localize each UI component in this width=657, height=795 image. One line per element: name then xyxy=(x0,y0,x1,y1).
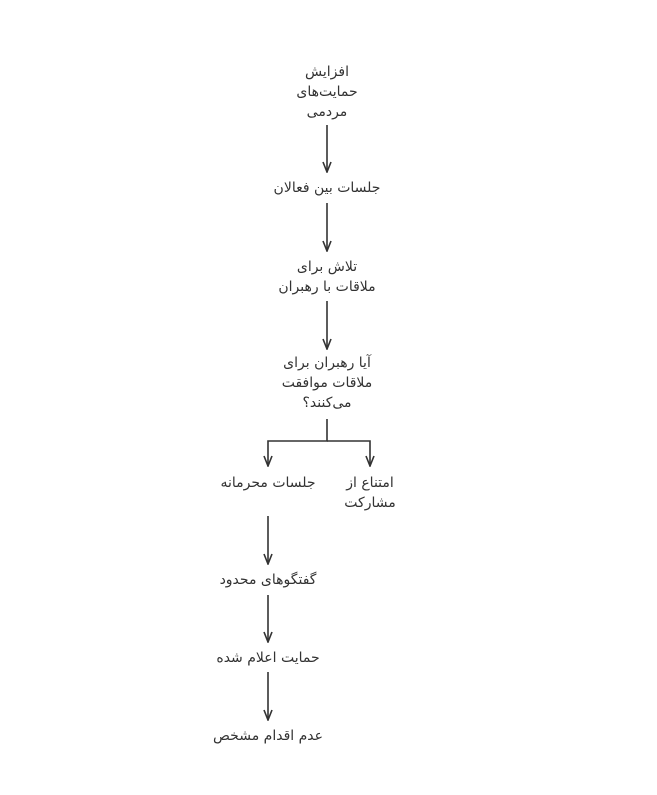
arrow-leaders-agree-to-private-meetings xyxy=(268,419,327,466)
node-text-line: عدم اقدام مشخص xyxy=(213,728,323,744)
node-activist-meetings xyxy=(227,178,427,198)
node-text-line: ملاقات با رهبران xyxy=(278,279,376,295)
node-text-line: ملاقات موافقت xyxy=(281,375,373,391)
node-text-line: جلسات محرمانه xyxy=(220,475,316,491)
node-text-line: مشارکت xyxy=(344,495,396,511)
node-text-line: جلسات بین فعالان xyxy=(273,180,381,196)
node-increase-support xyxy=(227,62,427,122)
node-announced-support xyxy=(168,648,368,668)
node-text-line: افزایش xyxy=(305,64,349,80)
node-text-line: گفتگوهای محدود xyxy=(219,572,317,588)
node-no-concrete-action xyxy=(168,726,368,746)
node-text-line: می‌کنند؟ xyxy=(302,395,352,411)
node-text-line: حمایت‌های xyxy=(296,84,358,100)
node-try-meet-leaders xyxy=(227,257,427,297)
node-text-line: تلاش برای xyxy=(296,259,358,275)
node-text-line: حمایت اعلام شده xyxy=(216,650,320,666)
node-text-line: مردمی xyxy=(306,104,348,120)
node-refuse-participation xyxy=(310,473,430,513)
node-limited-talks xyxy=(168,570,368,590)
arrow-leaders-agree-to-refuse-participation xyxy=(327,441,370,466)
node-leaders-agree-question xyxy=(227,353,427,413)
node-text-line: امتناع از xyxy=(346,475,394,491)
node-text-line: آیا رهبران برای xyxy=(283,355,371,371)
